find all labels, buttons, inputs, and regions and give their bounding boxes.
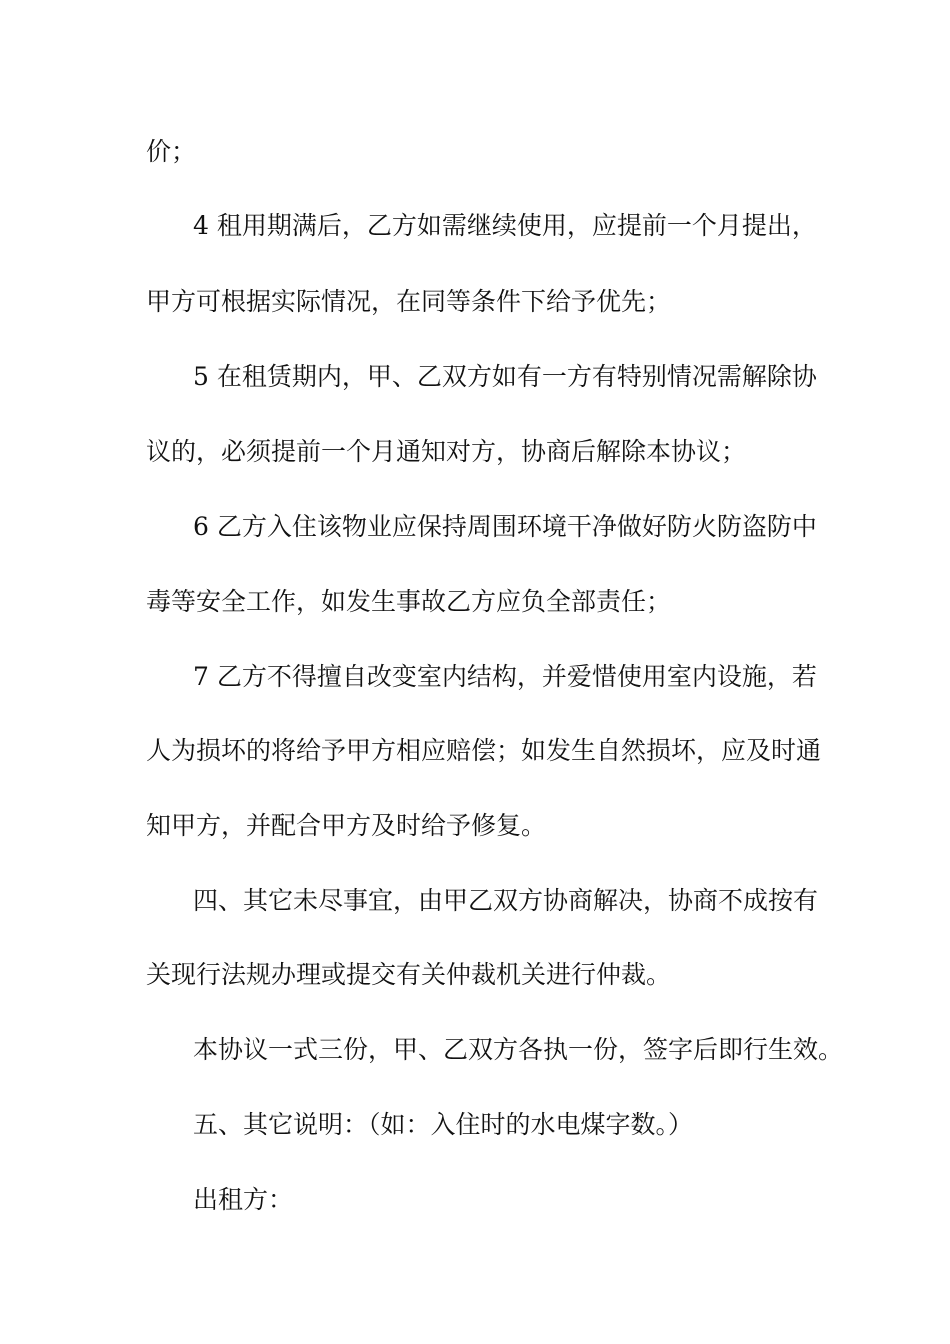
- text-line-1: 价；: [146, 137, 197, 166]
- text-line-4: 5 在租赁期内，甲、乙双方如有一方有特别情况需解除协: [193, 362, 817, 391]
- text-line-12: 关现行法规办理或提交有关仲裁机关进行仲裁。: [146, 960, 672, 989]
- text-line-13: 本协议一式三份，甲、乙双方各执一份，签字后即行生效。: [193, 1035, 844, 1064]
- text-line-7: 毒等安全工作，如发生事故乙方应负全部责任；: [146, 587, 672, 616]
- text-line-8: 7 乙方不得擅自改变室内结构，并爱惜使用室内设施，若: [193, 662, 817, 691]
- text-line-15: 出租方：: [193, 1185, 294, 1214]
- text-line-11: 四、其它未尽事宜，由甲乙双方协商解决，协商不成按有: [193, 886, 819, 915]
- text-line-2: 4 租用期满后，乙方如需继续使用，应提前一个月提出，: [193, 211, 817, 240]
- text-line-10: 知甲方，并配合甲方及时给予修复。: [146, 811, 547, 840]
- text-line-9: 人为损坏的将给予甲方相应赔偿；如发生自然损坏，应及时通: [146, 736, 822, 765]
- text-line-14: 五、其它说明：（如：入住时的水电煤字数。）: [193, 1110, 694, 1139]
- text-line-3: 甲方可根据实际情况，在同等条件下给予优先；: [146, 287, 672, 316]
- text-line-5: 议的，必须提前一个月通知对方，协商后解除本协议；: [146, 437, 747, 466]
- text-line-6: 6 乙方入住该物业应保持周围环境干净做好防火防盗防中: [193, 512, 817, 541]
